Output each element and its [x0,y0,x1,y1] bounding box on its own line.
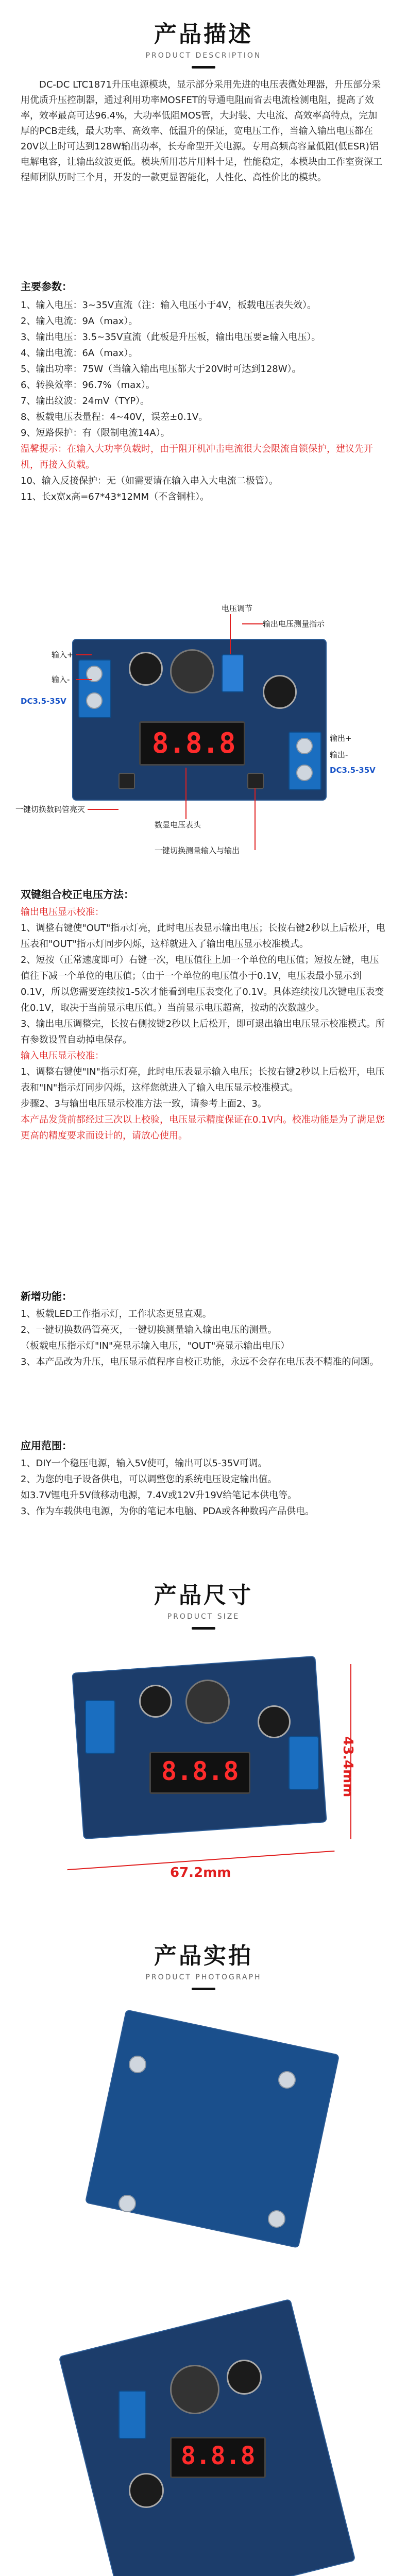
calib-step: 2、短按（正常速度即可）右键一次，电压值往上加一个单位的电压值；短按左键，电压值往下减一个单位的电压值；（由于一个单位的电压值小于0.1V，电压表最小显示到0.1V，所以您需要连续按1-5次才能看到电压表变化了0.1V。具体连续按几次键电压表变化0.1V，取决于当前显示电压值。）当前显示电压超高，按动的次数越少。 [21,955,384,1013]
param-item: 10、输入反接保护：无（如需要请在输入串入大电流二极管）。 [21,476,278,486]
description-subtitle: PRODUCT DESCRIPTION [145,52,262,60]
callout-line [185,768,186,819]
wiring-diagram [0,582,407,871]
size-header [0,1577,407,1630]
voltage-display [139,721,245,766]
dc-out-label: DC3.5-35V [330,766,376,775]
callout-line [88,809,118,810]
callout-line [76,654,92,655]
electrolytic-capacitor [129,2473,164,2508]
size-diagram [0,1643,407,1891]
voltage-display [149,1752,250,1794]
param-item: 8、板载电压表量程：4~40V，误差±0.1V。 [21,412,208,422]
dc-in-label: DC3.5-35V [21,697,66,706]
power-inductor [170,2365,219,2414]
input-calib-title: 输入电压显示校准： [21,1050,104,1061]
input-minus-label: 输入- [52,675,70,684]
params-title: 主要参数： [21,280,72,293]
warning-note: 温馨提示：在输入大功率负载时，由于阻开机冲击电流很大会限流自锁保护，建议先开机，再接入负载。 [21,444,373,470]
feature-item: 2、一键切换数码管亮灭，一键切换测量输入输出电压的测量。 [21,1325,277,1335]
feature-item: 1、板载LED工作指示灯，工作状态更显直观。 [21,1309,212,1319]
feature-item: 3、本产品改为升压，电压显示值程序自校正功能，永远不会存在电压表不精准的问题。 [21,1357,379,1367]
param-item: 5、输出功率：75W（当输入输出电压都大于20V时可达到128W）。 [21,364,301,375]
potentiometer [222,654,244,692]
terminal-screw [296,738,313,754]
param-item: 2、输入电流：9A（max）。 [21,316,138,327]
calib-step: 1、调整右键使"OUT"指示灯亮，此时电压表显示输出电压；长按右键2秒以上后松开，电压表和"OUT"指示灯同步闪烁，这样就进入了输出电压显示校准模式。 [21,923,385,950]
meter-indicator-label: 输出电压测量指示 [263,619,325,629]
photos-header [0,1937,407,1990]
product-photo-front [0,2303,407,2576]
params-block [21,278,386,505]
display-digits: 8.8.8 [161,1756,239,1786]
height-dimension-label: 43.4mm [340,1736,355,1798]
input-plus-label: 输入+ [52,650,74,659]
feature-item: （板载电压指示灯"IN"亮显示输入电压，"OUT"亮显示输出电压） [21,1341,290,1351]
callout-line [255,788,256,850]
param-item: 1、输入电压：3~35V直流（注：输入电压小于4V，板载电压表失效）。 [21,300,316,311]
applications-block [21,1437,386,1519]
mount-hole [268,2210,285,2228]
mount-hole [129,2056,146,2073]
calib-step: 步骤2、3与输出电压显示校准方法一致，请参考上面2、3。 [21,1098,267,1109]
one-key-switch-label: 一键切换测量输入与输出 [155,846,240,855]
param-item: 6、转换效率：96.7%（max）。 [21,380,155,391]
electrolytic-capacitor [258,1705,291,1738]
electrolytic-capacitor [227,2360,262,2395]
application-item: 如3.7V锂电升5V做移动电源，7.4V或12V升19V给笔记本供电等。 [21,1490,297,1501]
electrolytic-capacitor [129,652,163,686]
terminal-screw [86,692,103,709]
description-header [0,15,407,69]
calib-step: 3、输出电压调整完，长按右侧按键2秒以上后松开，即可退出输出电压显示校准模式。所有参数设置自动掉电保存。 [21,1019,385,1045]
left-key-button[interactable] [118,773,135,789]
application-item: 2、为您的电子设备供电，可以调整您的系统电压设定输出值。 [21,1474,277,1485]
product-photo-back [0,1999,407,2287]
calib-step: 1、调整右键使"IN"指示灯亮，此时电压表显示输入电压；长按右键2秒以上后松开，电压表和"IN"指示灯同步闪烁，这样您就进入了输入电压显示校准模式。 [21,1066,385,1093]
callout-line [76,679,92,680]
callout-line [230,614,231,654]
size-title: 产品尺寸 [154,1582,253,1608]
power-inductor [170,649,214,693]
features-block [21,1288,386,1370]
photos-subtitle: PRODUCT PHOTOGRAPH [145,1973,262,1981]
electrolytic-capacitor [263,675,297,709]
input-terminal [85,1700,115,1754]
terminal-screw [296,765,313,781]
applications-title: 应用范围： [21,1439,72,1452]
width-dimension-label: 67.2mm [170,1865,231,1880]
output-plus-label: 输出+ [330,734,352,743]
callout-line [242,623,263,624]
calibration-block [21,886,386,1144]
meter-header-label: 数显电压表头 [155,820,201,829]
right-key-button[interactable] [247,773,264,789]
mount-hole [278,2071,296,2089]
voltage-adjust-label: 电压调节 [222,604,253,613]
output-calib-title: 输出电压显示校准： [21,907,104,918]
photos-title: 产品实拍 [154,1943,253,1969]
header-underline [192,66,215,69]
features-title: 新增功能： [21,1290,72,1302]
size-subtitle: PRODUCT SIZE [167,1613,240,1621]
application-item: 1、DIY一个稳压电源，输入5V使可，输出可以5-35V可调。 [21,1458,267,1469]
param-item: 7、输出纹波：24mV（TYP）。 [21,396,150,406]
display-digits: 8.8.8 [181,2442,256,2470]
power-inductor [185,1680,230,1724]
header-underline [192,1627,215,1630]
param-item: 4、输出电流：6A（max）。 [21,348,138,359]
calib-note: 本产品发货前都经过三次以上校验，电压显示精度保证在0.1V内。校准功能是为了满足您更高的精度要求而设计的，请放心使用。 [21,1114,385,1141]
description-title: 产品描述 [154,21,253,47]
application-item: 3、作为车载供电电源，为你的笔记本电脑、PDA或各种数码产品供电。 [21,1506,315,1517]
electrolytic-capacitor [139,1685,172,1718]
output-minus-label: 输出- [330,750,348,759]
param-item: 11、长x宽x高=67*43*12MM（不含铜柱）。 [21,492,210,502]
calibration-title: 双键组合校正电压方法： [21,888,134,901]
input-terminal [118,2391,146,2439]
voltage-display [170,2437,266,2478]
one-key-mode-label: 一键切换数码管亮灭 [15,805,86,814]
description-intro: DC-DC LTC1871升压电源模块，显示部分采用先进的电压表微处理器，升压部分采用优质升压控制器，通过利用功率MOSFET的导通电阻而省去电流检测电阻，提高了效率，效率最高可达96.4%，大功率低阻MOS管，大封装、大电流、高效率高特点，完加厚的PCB走线，最大功率、高效率、低温升的保证，宽电压工作，当输入输出电压都在20V以上时可达到128W输出功率，长寿命型开关电源。专用高频高容量低阻(低ESR)铝电解电容，让输出纹波更低。模块所用芯片用料十足，性能稳定，本模块由工作室资深工程师团队历时三个月，开发的一款更显智能化，人性化、高性价比的模块。 [21,79,382,183]
header-underline [192,1988,215,1990]
display-digits: 8.8.8 [152,727,236,759]
module-pcb-back [85,2009,340,2248]
output-terminal [289,1736,319,1790]
param-item: 3、输出电压：3.5~35V直流（此板是升压板，输出电压要≥输入电压）。 [21,332,321,343]
mount-hole [118,2195,136,2212]
param-item: 9、短路保护：有（限制电流14A）。 [21,428,170,438]
